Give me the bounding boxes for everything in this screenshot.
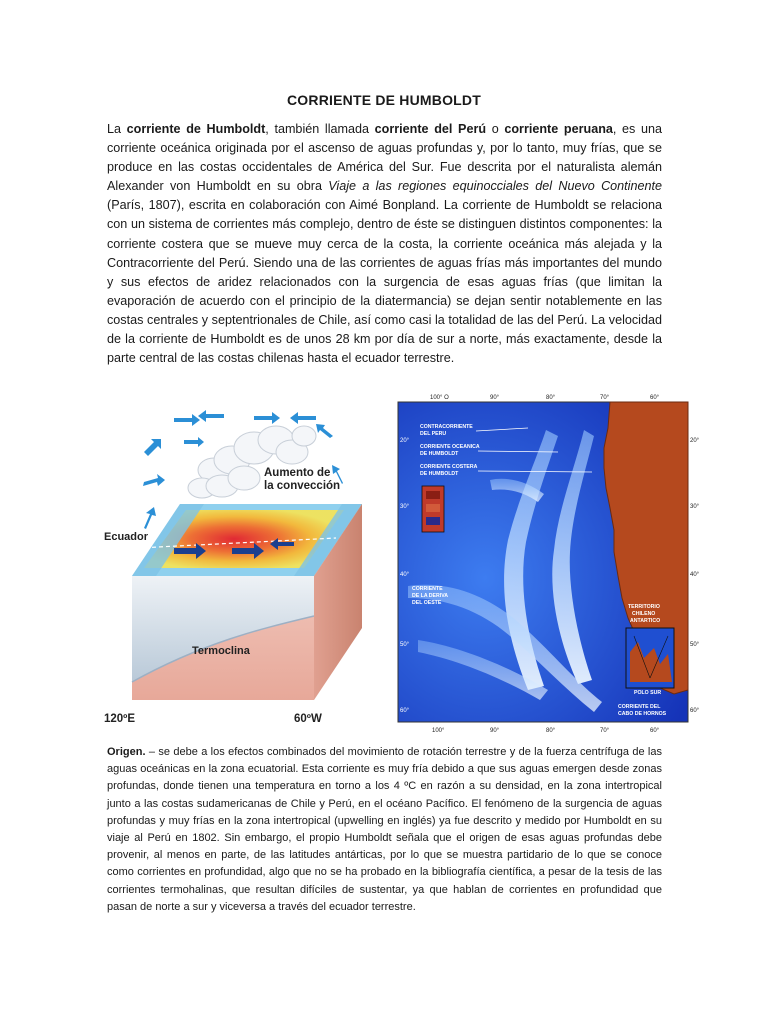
tick-right: 40°: [690, 572, 700, 578]
label-equator: Ecuador: [104, 531, 149, 543]
intro-bold-term: corriente de Humboldt: [126, 122, 266, 136]
label-contracorriente: DEL PERU: [420, 431, 447, 437]
tick-right: 60°: [690, 708, 700, 714]
legend-marks: [426, 491, 440, 525]
intro-text: La: [107, 122, 127, 136]
humboldt-current-map: [378, 390, 701, 736]
tick-left: 50°: [400, 642, 410, 648]
tick-left: 20°: [400, 438, 410, 444]
label-corriente-oceanica: CORRIENTE OCEANICA: [420, 444, 480, 450]
label-polo-sur: POLO SUR: [634, 690, 662, 696]
label-contracorriente: CONTRACORRIENTE: [420, 424, 473, 430]
tick-right: 30°: [690, 504, 700, 510]
label-deriva: DEL OESTE: [412, 600, 442, 606]
label-deriva: DE LA DERIVA: [412, 593, 449, 599]
label-territorio: CHILENO: [632, 611, 656, 617]
intro-bold-term: corriente peruana: [504, 122, 613, 136]
label-corriente-oceanica: DE HUMBOLDT: [420, 451, 459, 457]
intro-text: , también llamada: [265, 122, 375, 136]
tick-left: 60°: [400, 708, 410, 714]
intro-bold-term: corriente del Perú: [374, 122, 487, 136]
label-cabo-hornos: CORRIENTE DEL: [618, 704, 661, 710]
tick-bottom: 100°: [432, 728, 445, 734]
tick-top: 90°: [490, 395, 500, 401]
tick-top: 60°: [650, 395, 660, 401]
label-lon-120e: 120ºE: [104, 713, 136, 725]
origin-text: – se debe a los efectos combinados del movimiento de rotación terrestre y de la fuerza centrífuga de las aguas oceánicas en la zona ecuatorial. Esta corriente es muy fría debido a que sus aguas emergen desde zonas profundas, donde tienen una temperatura en torno a los 4 ºC en razón a su densidad, en la zona intertropical junto a las costas sudamericanas de Chile y Perú, en el océano Pacífico. El fenómeno de la surgencia de aguas profundas y muy frías en la zona intertropical (upwelling en inglés) ya fue descrito y medido por Humboldt en su viaje al Perú en 1802. Sin embargo, el propio Humboldt señala que el origen de esas aguas profundas debe provenir, al menos en parte, de las latitudes antárticas, por lo que se muestra partidario de lo que se conoce como corrientes en profundidad, algo que no se ha probado en la bibliografía científica, a pesar de la tesis de las corrientes termohalinas, que resultan difíciles de sustentar, ya que hablan de corrientes en profundidad que pasan de norte a sur y viceversa a través del ecuador terrestre.: [107, 746, 662, 913]
label-territorio: ANTARTICO: [630, 618, 661, 624]
label-territorio: TERRITORIO: [628, 604, 660, 610]
tick-bottom: 90°: [490, 728, 500, 734]
label-thermocline: Termoclina: [192, 645, 250, 657]
intro-text: o: [486, 122, 505, 136]
origin-paragraph: [107, 744, 662, 916]
intro-book-title: Viaje a las regiones equinocciales del Nuevo Continente: [328, 179, 662, 194]
tick-right: 50°: [690, 642, 700, 648]
label-corriente-costera: CORRIENTE COSTERA: [420, 464, 478, 470]
ocean-block-diagram: [104, 392, 370, 732]
label-deriva: CORRIENTE: [412, 586, 443, 592]
label-cabo-hornos: CABO DE HORNOS: [618, 711, 667, 717]
tick-bottom: 70°: [600, 728, 610, 734]
origin-label: Origen.: [107, 746, 146, 758]
tick-bottom: 60°: [650, 728, 660, 734]
tick-left: 40°: [400, 572, 410, 578]
label-convection-line2: la convección: [264, 480, 341, 492]
intro-text: , es una corriente oceánica originada por el ascenso de aguas profundas y, por lo tanto, muy frías, que se produce en las costas occidentales de América del Sur. Fue descrita por el naturalista alemán Alexander von Humboldt en su obra: [107, 122, 662, 194]
tick-top: 80°: [546, 395, 556, 401]
tick-top: 70°: [600, 395, 610, 401]
tick-left: 30°: [400, 504, 410, 510]
label-lon-60w: 60ºW: [294, 713, 322, 725]
intro-text: (París, 1807), escrita en colaboración con Aimé Bonpland. La corriente de Humboldt se relaciona con un sistema de corrientes más complejo, dentro de éste se distinguen distintos componentes: la corriente costera que se mueve muy cerca de la costa, la corriente oceánica más alejada y la Contracorriente del Perú. Siendo una de las corrientes de aguas frías más importantes del mundo y sus efectos de aridez relacionados con la surgencia de esas aguas frías (que limitan la evaporación de acuerdo con el principio de la diatermancia) se dejan sentir notablemente en las costas centrales y septentrionales de Chile, así como casi la totalidad de las del Perú. La velocidad de la corriente de Humboldt es de unos 28 km por día de sur a norte, más exactamente, desde la parte central de las costas chilenas hasta el ecuador terrestre.: [107, 198, 662, 366]
tick-bottom: 80°: [546, 728, 556, 734]
label-corriente-costera: DE HUMBOLDT: [420, 471, 459, 477]
tick-right: 20°: [690, 438, 700, 444]
label-convection-line1: Aumento de: [264, 467, 331, 479]
page-title: CORRIENTE DE HUMBOLDT: [287, 92, 481, 108]
tick-top: 100° O: [430, 395, 449, 401]
intro-paragraph: [107, 120, 662, 368]
convection-label: [264, 467, 340, 492]
